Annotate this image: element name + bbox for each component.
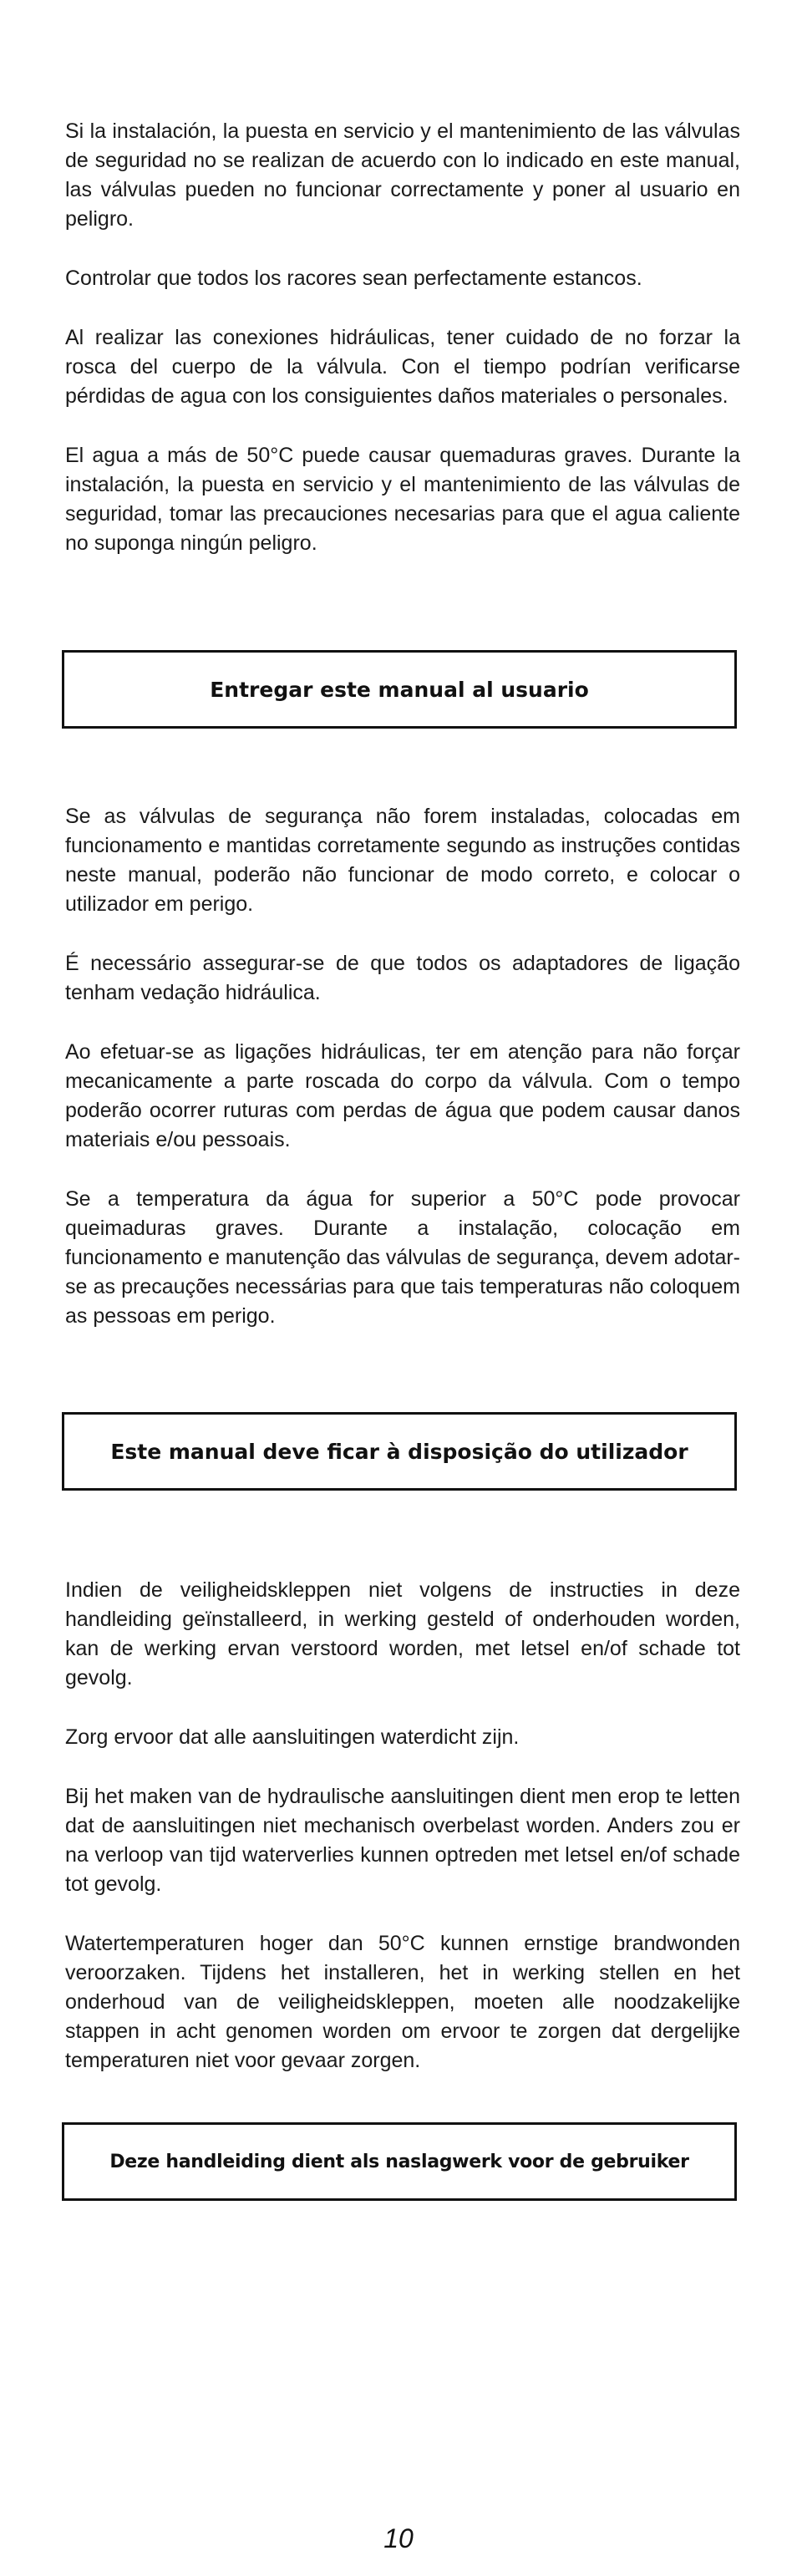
dutch-notice-text: Deze handleiding dient als naslagwerk voor de gebruiker — [109, 2151, 689, 2172]
portuguese-notice-text: Este manual deve ficar à disposição do utilizador — [110, 1439, 688, 1464]
spanish-notice-box — [62, 650, 737, 729]
dutch-notice-box — [62, 2122, 737, 2201]
spanish-notice-text: Entregar este manual al usuario — [210, 677, 589, 702]
dutch-paragraph-4: Watertemperaturen hoger dan 50°C kunnen ernstige brandwonden veroorzaken. Tijdens het installeren, het in werking stellen en het onderhoud van de veiligheidskleppen, moeten alle noodzakelijke stappen in acht genomen worden om ervoor te zorgen dat dergelijke temperaturen niet voor gevaar zorgen. — [65, 1932, 740, 2072]
portuguese-paragraph-1: Se as válvulas de segurança não forem instaladas, colocadas em funcionamento e mantidas corretamente segundo as instruções contidas neste manual, poderão não funcionar de modo correto, e colocar o utilizador em perigo. — [65, 805, 740, 916]
dutch-section — [65, 1576, 740, 2076]
portuguese-paragraph-4: Se a temperatura da água for superior a 50°C pode provocar queimaduras graves. Durante a instalação, colocação em funcionamento e manutenção das válvulas de segurança, devem adotar-se as precauções necessárias para que tais temperaturas não coloquem as pessoas em perigo. — [65, 1187, 740, 1328]
spanish-section — [65, 117, 740, 558]
portuguese-section — [65, 802, 740, 1331]
spanish-paragraph-1: Si la instalación, la puesta en servicio y el mantenimiento de las válvulas de seguridad no se realizan de acuerdo con lo indicado en este manual, las válvulas pueden no funcionar correctamente y poner al usuario en peligro. — [65, 119, 740, 231]
portuguese-notice-box — [62, 1412, 737, 1491]
page-number: 10 — [383, 2523, 414, 2553]
dutch-paragraph-2: Zorg ervoor dat alle aansluitingen waterdicht zijn. — [65, 1725, 520, 1749]
portuguese-paragraph-2: É necessário assegurar-se de que todos os adaptadores de ligação tenham vedação hidráulica. — [65, 952, 740, 1004]
spanish-paragraph-4: El agua a más de 50°C puede causar quemaduras graves. Durante la instalación, la puesta en servicio y el mantenimiento de las válvulas de seguridad, tomar las precauciones necesarias para que el agua caliente no suponga ningún peligro. — [65, 444, 740, 555]
spanish-paragraph-2: Controlar que todos los racores sean perfectamente estancos. — [65, 267, 642, 290]
spanish-paragraph-3: Al realizar las conexiones hidráulicas, tener cuidado de no forzar la rosca del cuerpo de la válvula. Con el tiempo podrían verificarse pérdidas de agua con los consiguientes daños materiales o personales. — [65, 326, 740, 408]
portuguese-paragraph-3: Ao efetuar-se as ligações hidráulicas, ter em atenção para não forçar mecanicamente a parte roscada do corpo da válvula. Com o tempo poderão ocorrer ruturas com perdas de água que podem causar danos materiais e/ou pessoais. — [65, 1040, 740, 1151]
dutch-paragraph-1: Indien de veiligheidskleppen niet volgens de instructies in deze handleiding geïnstalleerd, in werking gesteld of onderhouden worden, kan de werking ervan verstoord worden, met letsel en/of schade tot gevolg. — [65, 1578, 740, 1689]
dutch-paragraph-3: Bij het maken van de hydraulische aansluitingen dient men erop te letten dat de aansluitingen niet mechanisch overbelast worden. Anders zou er na verloop van tijd waterverlies kunnen optreden met letsel en/of schade tot gevolg. — [65, 1785, 740, 1896]
